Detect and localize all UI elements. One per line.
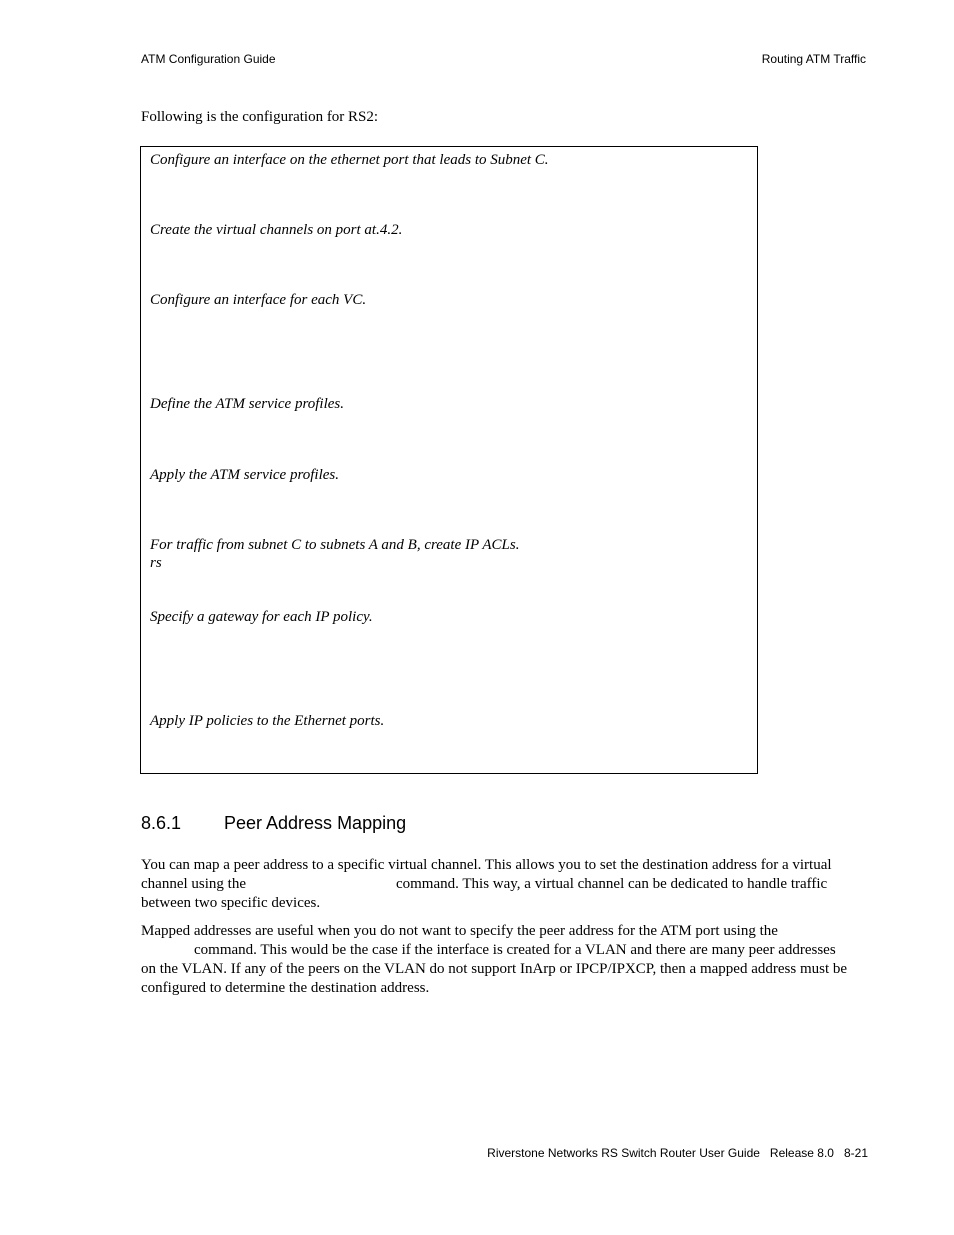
- footer-title: Riverstone Networks RS Switch Router User Guide: [487, 1146, 760, 1160]
- config-comment: Apply the ATM service profiles.: [150, 467, 339, 483]
- section-heading: [141, 813, 406, 834]
- config-fragment: rs: [150, 555, 162, 571]
- page-number: 8-21: [843, 1146, 868, 1160]
- paragraph-peer-mapping: [141, 856, 869, 913]
- config-comment: Configure an interface on the ethernet port that leads to Subnet C.: [150, 152, 549, 168]
- intro-text: Following is the configuration for RS2:: [141, 109, 379, 125]
- config-comment: Specify a gateway for each IP policy.: [150, 609, 373, 625]
- running-header-right: Routing ATM Traffic: [761, 52, 866, 66]
- config-comment: Configure an interface for each VC.: [150, 292, 367, 308]
- page-footer: [487, 1146, 868, 1160]
- config-comment: Define the ATM service profiles.: [150, 396, 344, 412]
- line-segment: command. This would be the case if the interface is created for a VLAN and there are many peer addresses: [194, 942, 836, 958]
- paragraph-line: configured to determine the destination address.: [141, 980, 430, 996]
- line-segment: channel using the: [141, 876, 246, 892]
- paragraph-line: You can map a peer address to a specific virtual channel. This allows you to set the destination address for a virtual: [141, 857, 832, 873]
- config-comment: Apply IP policies to the Ethernet ports.: [150, 713, 385, 729]
- paragraph-line: on the VLAN. If any of the peers on the VLAN do not support InArp or IPCP/IPXCP, then a mapped address must be: [141, 961, 848, 977]
- section-title: Peer Address Mapping: [224, 813, 407, 833]
- footer-release: Release 8.0: [769, 1146, 834, 1160]
- section-number: 8.6.1: [141, 813, 182, 833]
- paragraph-mapped-addresses: [141, 922, 869, 998]
- paragraph-line: Mapped addresses are useful when you do not want to specify the peer address for the ATM port using the: [141, 923, 778, 939]
- config-comment: Create the virtual channels on port at.4.2.: [150, 222, 403, 238]
- running-header-left: ATM Configuration Guide: [141, 52, 276, 66]
- paragraph-line: [141, 875, 869, 894]
- paragraph-line: between two specific devices.: [141, 895, 321, 911]
- config-box: [140, 146, 758, 774]
- paragraph-line: [141, 941, 869, 960]
- config-comment: For traffic from subnet C to subnets A and B, create IP ACLs.: [150, 537, 520, 553]
- line-segment: command. This way, a virtual channel can be dedicated to handle traffic: [395, 876, 828, 892]
